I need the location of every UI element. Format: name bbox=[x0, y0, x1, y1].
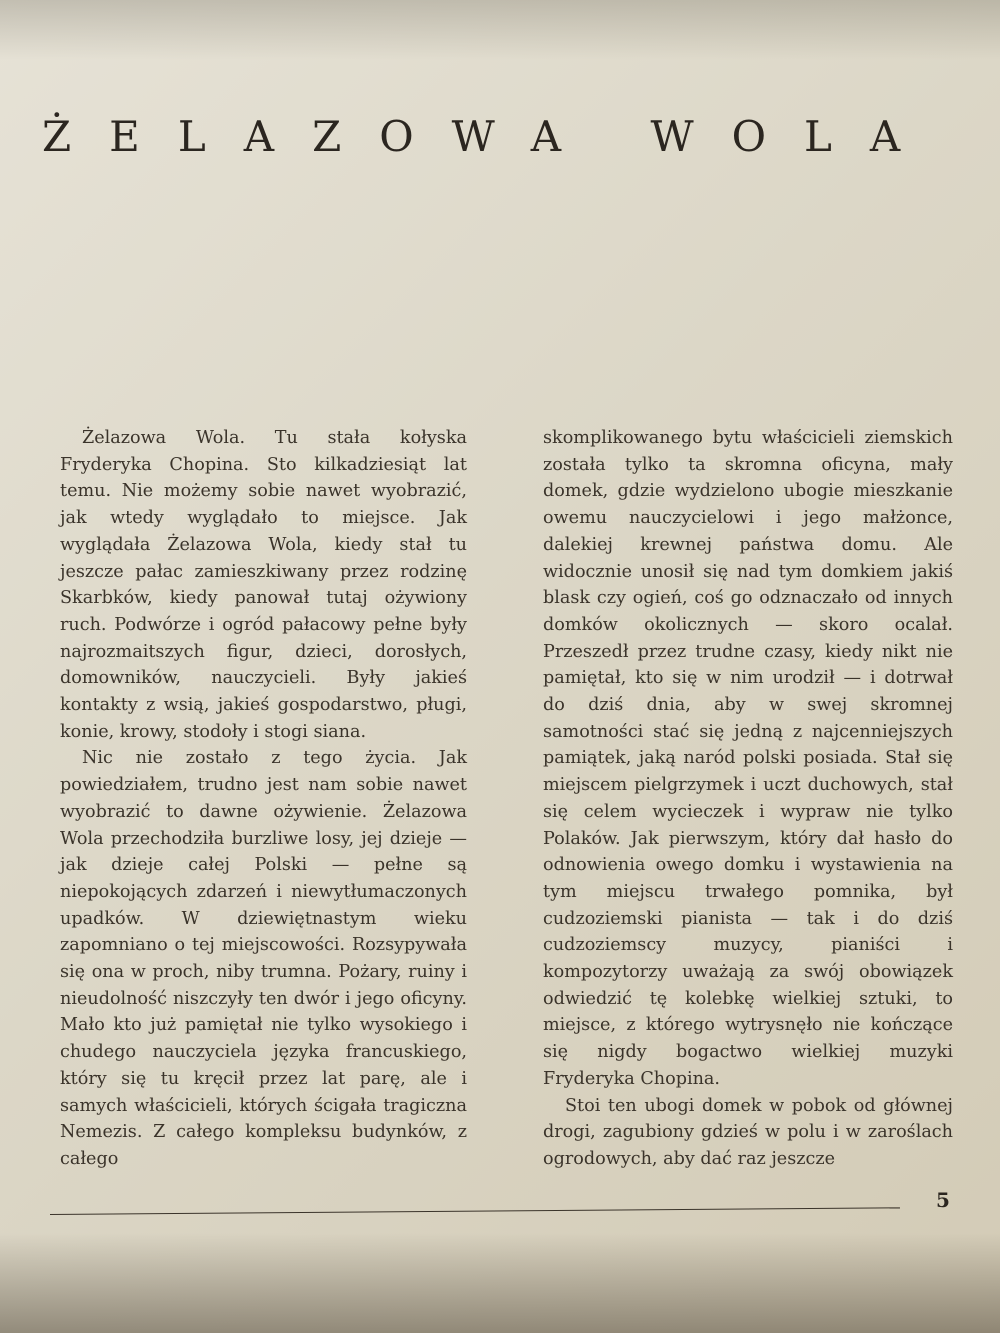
chapter-title: ŻELAZOWA WOLA bbox=[42, 112, 939, 161]
page-shadow-bottom bbox=[0, 1233, 1000, 1333]
paragraph-continued: skomplikowanego bytu właścicieli ziemskich została tylko ta skromna oficyna, mały domek, gdzie wydzielono ubogie mieszkanie owemu nauczycielowi i jego małżonce, dalekiej krewnej państwa domu. Ale widocznie unosił się nad tym domkiem jakiś blask czy ogień, coś go odznaczało od innych domków okolicznych — skoro ocalał. Przeszedł przez trudne czasy, kiedy nikt nie pamiętał, kto się w nim urodził — i dotrwał do dziś dnia, aby w swej skromnej samotności stać się jedną z najcenniejszych pamiątek, jaką naród polski posiada. Stał się miejscem pielgrzymek i uczt duchowych, stał się celem wycieczek i wypraw nie tylko Polaków. Jak pierwszym, który dał hasło do odnowienia owego domku i wystawienia na tym miejscu trwałego pomnika, był cudzoziemski pianista — tak i do dziś cudzoziemscy muzycy, pianiści i kompozytorzy uważają za swój obowiązek odwiedzić tę kolebkę wielkiej sztuki, to miejsce, z którego wytrysnęło nie kończące się nigdy bogactwo wielkiej muzyki Fryderyka Chopina. bbox=[543, 428, 953, 1089]
text-column-right bbox=[543, 425, 953, 1173]
page-number: 5 bbox=[936, 1188, 950, 1212]
text-column-left bbox=[60, 425, 467, 1173]
footer-rule bbox=[50, 1207, 900, 1215]
paragraph: Żelazowa Wola. Tu stała kołyska Fryderyka Chopina. Sto kilkadziesiąt lat temu. Nie możemy sobie nawet wyobrazić, jak wtedy wyglądało to miejsce. Jak wyglądała Żelazowa Wola, kiedy stał tu jeszcze pałac zamieszkiwany przez rodzinę Skarbków, kiedy panował tutaj ożywiony ruch. Podwórze i ogród pałacowy pełne były najrozmaitszych figur, dzieci, dorosłych, domowników, nauczycieli. Były jakieś kontakty z wsią, jakieś gospodarstwo, pługi, konie, krowy, stodoły i stogi siana. bbox=[60, 428, 467, 742]
paragraph: Stoi ten ubogi domek w pobok od głównej drogi, zagubiony gdzieś w polu i w zaroślach ogrodowych, aby dać raz jeszcze bbox=[543, 1095, 953, 1169]
page-shadow-top bbox=[0, 0, 1000, 60]
paragraph: Nic nie zostało z tego życia. Jak powiedziałem, trudno jest nam sobie nawet wyobrazić to dawne ożywienie. Żelazowa Wola przechodziła burzliwe losy, jej dzieje — jak dzieje całej Polski — pełne są niepokojących zdarzeń i niewytłumaczonych upadków. W dziewiętnastym wieku zapomniano o tej miejscowości. Rozsypywała się ona w proch, niby trumna. Pożary, ruiny i nieudolność niszczyły ten dwór i jego oficyny. Mało kto już pamiętał nie tylko wysokiego i chudego nauczyciela języka francuskiego, który się tu kręcił przez lat parę, ale i samych właścicieli, których ścigała tragiczna Nemezis. Z całego kompleksu budynków, z całego bbox=[60, 748, 467, 1169]
